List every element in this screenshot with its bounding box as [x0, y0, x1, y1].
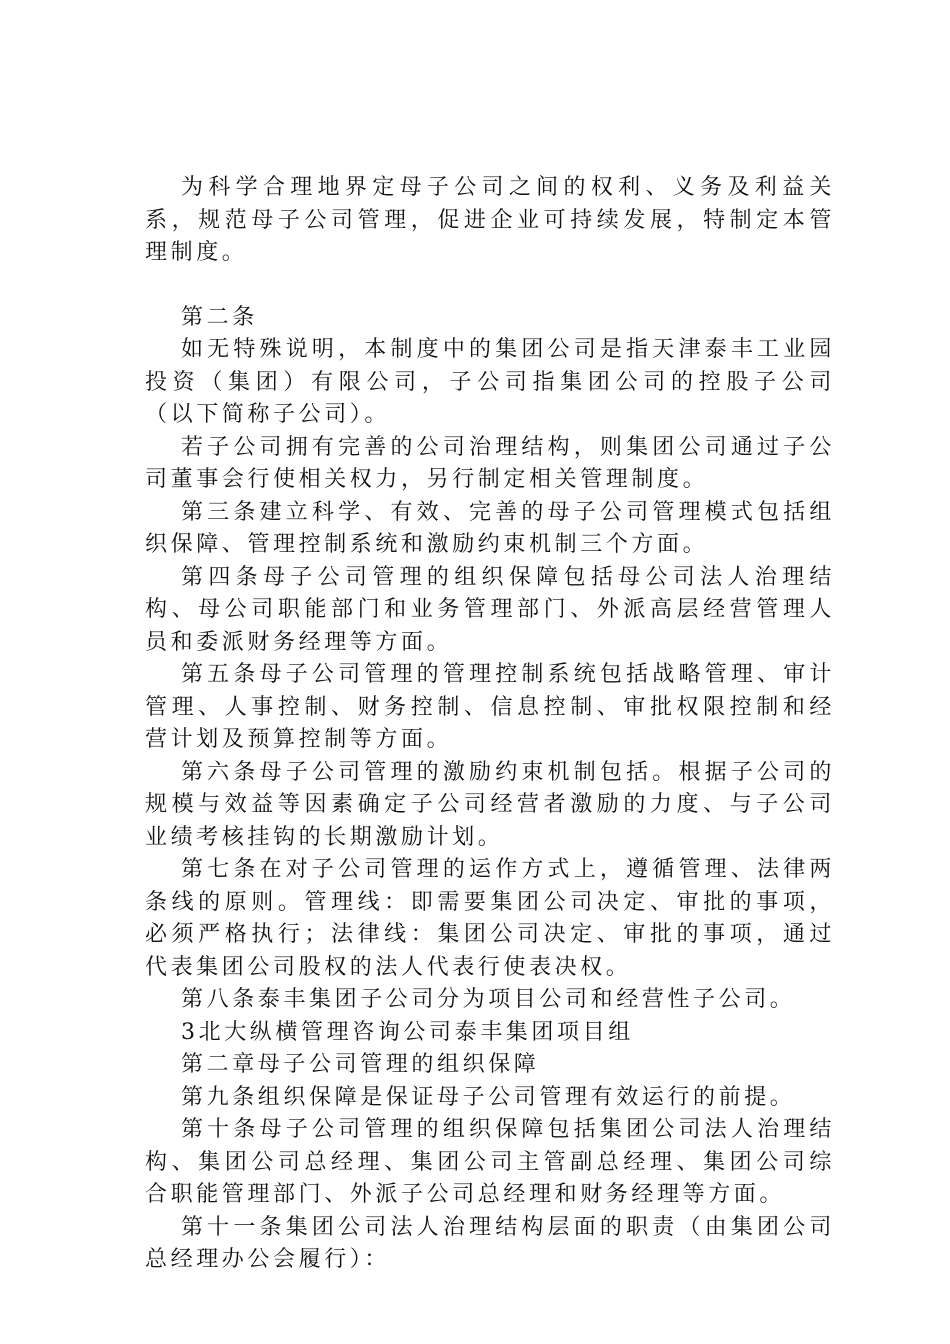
article-4: 第四条母子公司管理的组织保障包括母公司法人治理结构、母公司职能部门和业务管理部门、外派高层经营管理人员和委派财务经理等方面。	[145, 564, 835, 655]
article-7: 第七条在对子公司管理的运作方式上，遵循管理、法律两条线的原则。管理线：即需要集团公司决定、审批的事项，必须严格执行；法律线：集团公司决定、审批的事项，通过代表集团公司股权的法人代表行使表决权。	[145, 857, 835, 980]
article-6: 第六条母子公司管理的激励约束机制包括。根据子公司的规模与效益等因素确定子公司经营者激励的力度、与子公司业绩考核挂钩的长期激励计划。	[145, 759, 835, 850]
document-body	[145, 172, 835, 1277]
article-11: 第十一条集团公司法人治理结构层面的职责（由集团公司总经理办公会履行）：	[145, 1214, 835, 1272]
paragraph-purpose: 为科学合理地界定母子公司之间的权利、义务及利益关系，规范母子公司管理，促进企业可持续发展，特制定本管理制度。	[145, 175, 835, 265]
paragraph-board: 若子公司拥有完善的公司治理结构，则集团公司通过子公司董事会行使相关权力，另行制定相关管理制度。	[145, 434, 835, 492]
paragraph-definition: 如无特殊说明，本制度中的集团公司是指天津泰丰工业园投资（集团）有限公司，子公司指集团公司的控股子公司（以下简称子公司）。	[145, 337, 835, 427]
article-3: 第三条建立科学、有效、完善的母子公司管理模式包括组织保障、管理控制系统和激励约束机制三个方面。	[145, 499, 835, 557]
chapter-2-heading: 第二章母子公司管理的组织保障	[181, 1052, 540, 1077]
page-footer-note: 3北大纵横管理咨询公司泰丰集团项目组	[181, 1019, 634, 1045]
article-2-heading: 第二条	[181, 304, 258, 330]
article-10: 第十条母子公司管理的组织保障包括集团公司法人治理结构、集团公司总经理、集团公司主管副总经理、集团公司综合职能管理部门、外派子公司总经理和财务经理等方面。	[145, 1117, 835, 1207]
article-5: 第五条母子公司管理的管理控制系统包括战略管理、审计管理、人事控制、财务控制、信息控制、审批权限控制和经营计划及预算控制等方面。	[145, 662, 835, 752]
article-8: 第八条泰丰集团子公司分为项目公司和经营性子公司。	[181, 987, 796, 1012]
article-9: 第九条组织保障是保证母子公司管理有效运行的前提。	[181, 1084, 796, 1110]
